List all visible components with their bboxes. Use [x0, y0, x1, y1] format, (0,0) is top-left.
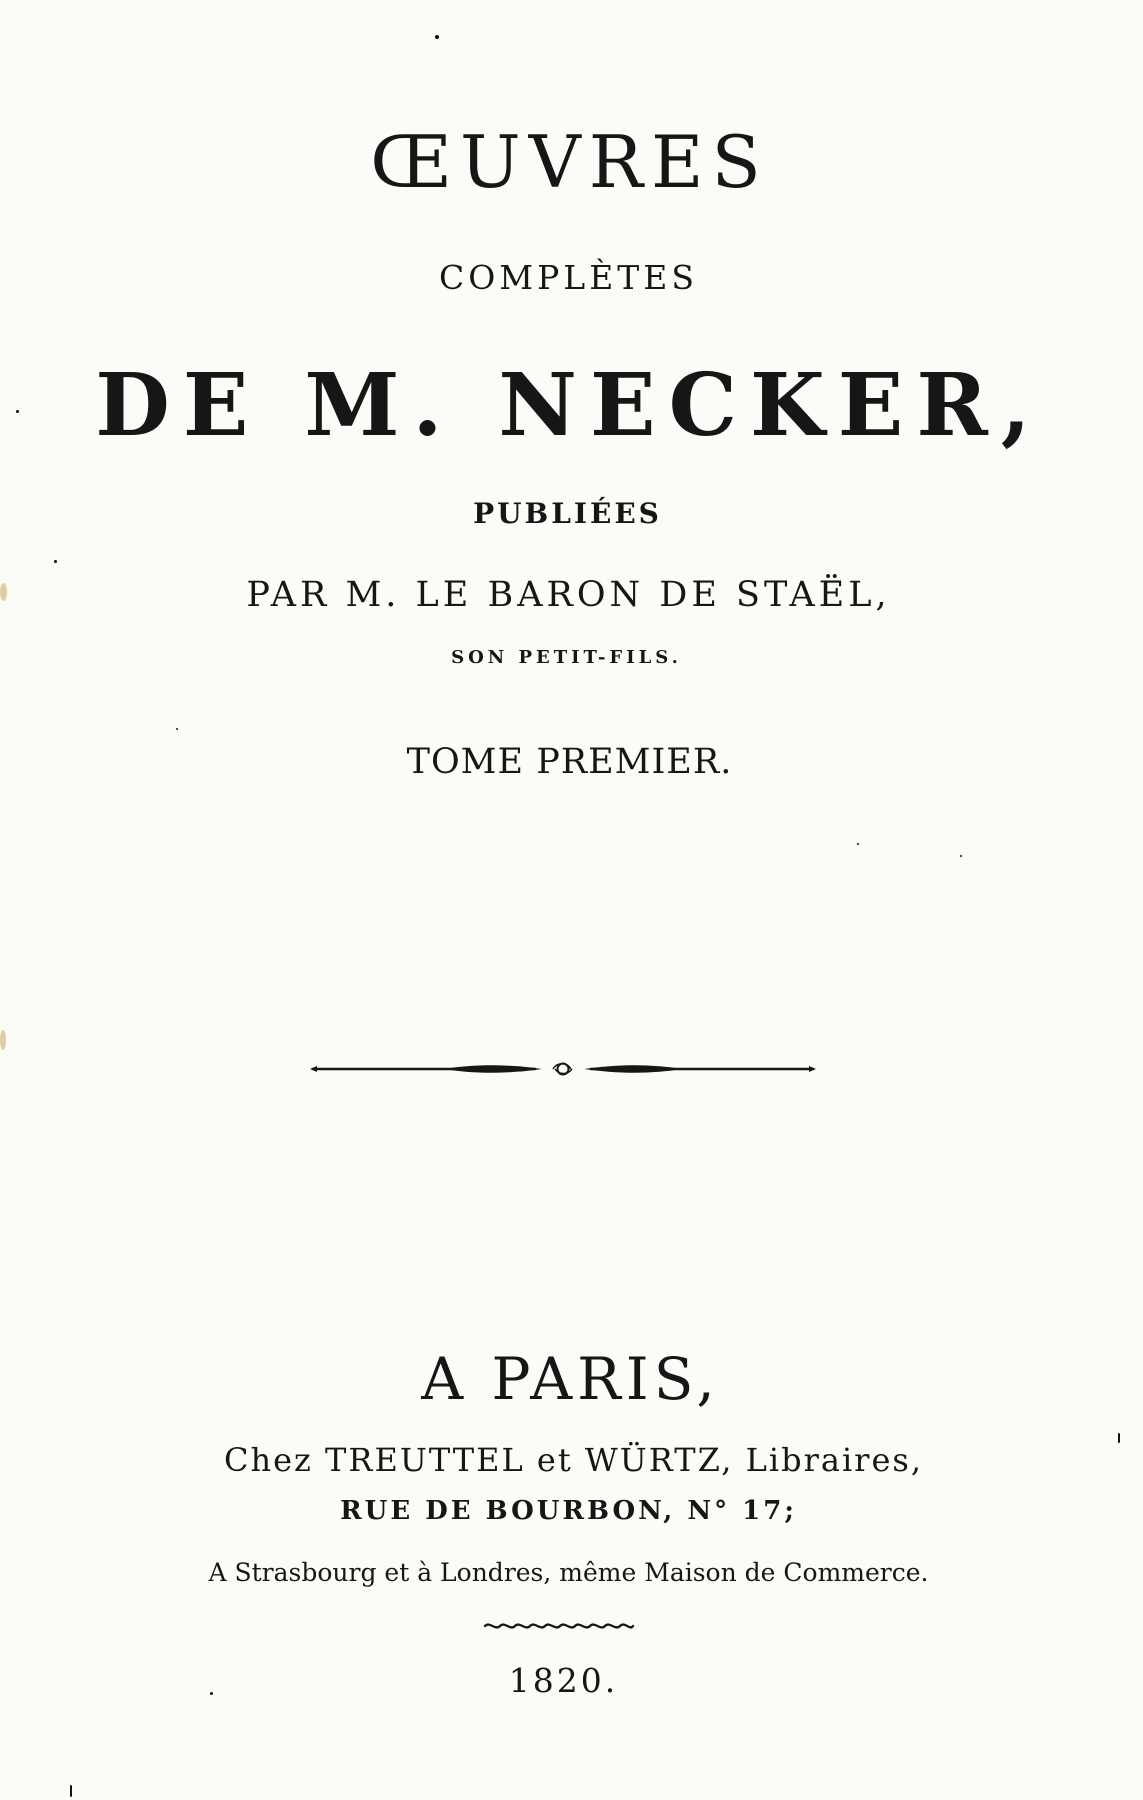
- ink-speck: [960, 855, 962, 857]
- ink-speck: [210, 1692, 213, 1695]
- editor-line: PAR M. LE BARON DE STAËL,: [246, 575, 891, 615]
- ink-speck: [435, 35, 439, 39]
- wavy-rule: [483, 1620, 635, 1632]
- branch-offices-line: A Strasbourg et à Londres, même Maison de Commerce.: [208, 1558, 929, 1587]
- publisher-address-line: RUE DE BOURBON, N° 17;: [340, 1496, 797, 1526]
- ink-speck: [1118, 1433, 1120, 1443]
- title-line-oeuvres: ŒUVRES: [370, 120, 769, 204]
- city-line: A PARIS,: [421, 1345, 720, 1413]
- ink-speck: [54, 560, 57, 563]
- editor-relation-line: SON PETIT-FILS.: [451, 647, 682, 668]
- volume-line: TOME PREMIER.: [406, 742, 733, 782]
- ornamental-divider: [309, 1055, 817, 1083]
- paper-stain: [0, 583, 7, 601]
- ink-speck: [176, 728, 178, 730]
- title-line-author: DE M. NECKER,: [95, 355, 1044, 456]
- ink-speck: [16, 410, 19, 413]
- publisher-line: Chez TREUTTEL et WÜRTZ, Libraires,: [223, 1441, 923, 1479]
- paper-stain: [0, 1030, 6, 1050]
- publication-year: 1820.: [508, 1661, 619, 1700]
- ink-speck: [857, 843, 859, 845]
- ink-speck: [70, 1785, 72, 1797]
- published-label: PUBLIÉES: [473, 497, 662, 530]
- title-line-completes: COMPLÈTES: [438, 258, 698, 297]
